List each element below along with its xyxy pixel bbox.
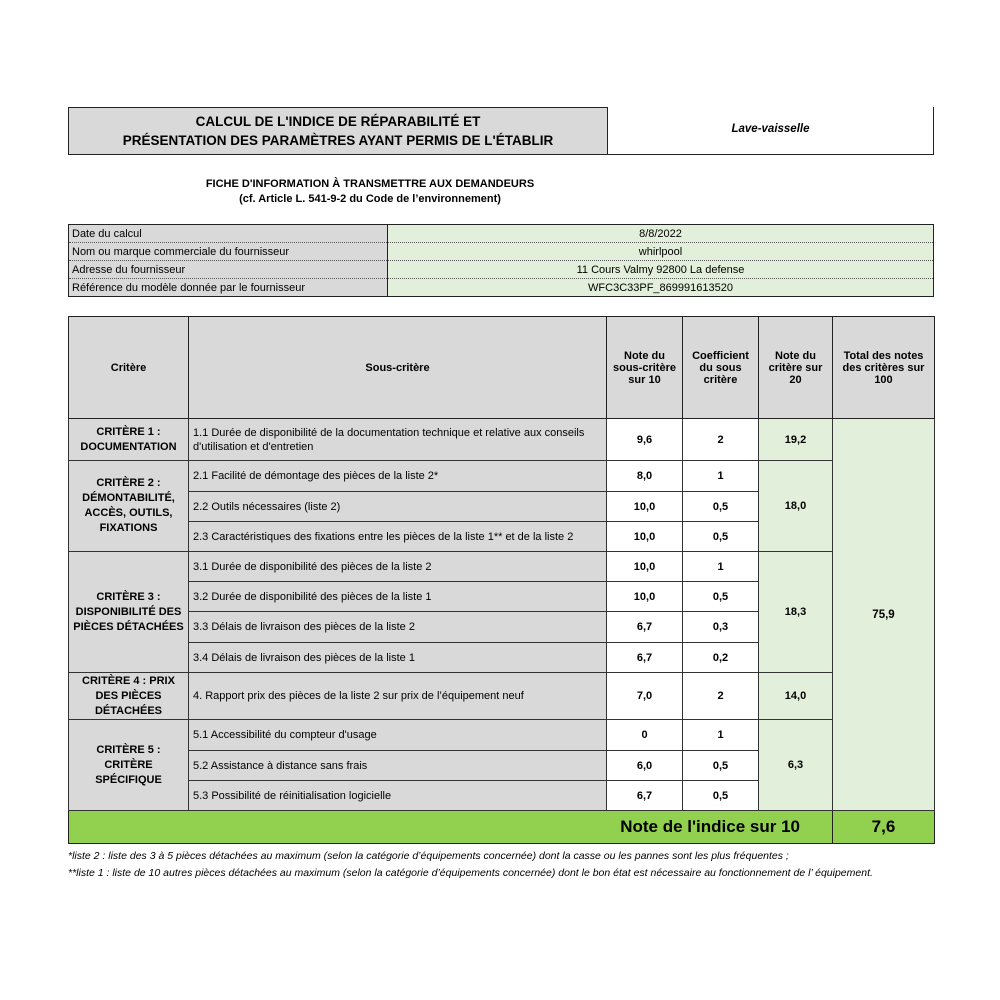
info-value: whirlpool [388,243,934,261]
sub-coef: 0,5 [683,582,759,612]
sub-note: 6,0 [607,751,683,781]
col-sous-critere: Sous-critère [189,317,607,419]
col-coefficient: Coefficient du sous critère [683,317,759,419]
sub-coef: 1 [683,720,759,751]
sub-coef: 0,5 [683,492,759,522]
info-row [69,243,934,261]
criterion-score: 6,3 [759,720,833,811]
index-label: Note de l'indice sur 10 [69,811,833,844]
sub-coef: 2 [683,419,759,461]
title-line-1: CALCUL DE L'INDICE DE RÉPARABILITÉ ET [195,114,481,129]
sub-criterion: 4. Rapport prix des pièces de la liste 2 sur prix de l’équipement neuf [189,673,607,720]
info-row [69,225,934,243]
index-row [69,811,935,844]
criterion-name: CRITÈRE 2 : DÉMONTABILITÉ, ACCÈS, OUTILS, FIXATIONS [69,461,189,552]
header-block [68,107,934,155]
info-row [69,261,934,279]
total-score: 75,9 [833,419,935,811]
sub-note: 10,0 [607,582,683,612]
sub-coef: 0,5 [683,781,759,811]
sub-criterion: 5.3 Possibilité de réinitialisation logicielle [189,781,607,811]
criterion-score: 18,3 [759,552,833,673]
criterion-name: CRITÈRE 1 : DOCUMENTATION [69,419,189,461]
sub-coef: 0,5 [683,522,759,552]
header-row [69,317,935,419]
sub-coef: 2 [683,673,759,720]
col-critere: Critère [69,317,189,419]
table-row [69,720,935,751]
sub-criterion: 3.1 Durée de disponibilité des pièces de la liste 2 [189,552,607,582]
table-row [69,419,935,461]
sub-criterion: 1.1 Durée de disponibilité de la documentation technique et relative aux conseils d'utilisation et d'entretien [189,419,607,461]
col-note-sous-critere: Note du sous-critère sur 10 [607,317,683,419]
sub-note: 6,7 [607,612,683,643]
sub-note: 8,0 [607,461,683,492]
sub-criterion: 3.4 Délais de livraison des pièces de la liste 1 [189,643,607,673]
repairability-table [68,316,935,844]
table-row [69,461,935,492]
product-type: Lave-vaisselle [608,104,933,154]
info-label: Date du calcul [69,225,388,243]
sub-criterion: 3.2 Durée de disponibilité des pièces de la liste 1 [189,582,607,612]
info-label: Adresse du fournisseur [69,261,388,279]
sub-note: 6,7 [607,643,683,673]
criterion-score: 18,0 [759,461,833,552]
sub-criterion: 5.1 Accessibilité du compteur d'usage [189,720,607,751]
table-row [69,673,935,720]
col-total: Total des notes des critères sur 100 [833,317,935,419]
supplier-info-table [68,224,934,297]
info-label: Nom ou marque commerciale du fournisseur [69,243,388,261]
sub-note: 10,0 [607,492,683,522]
criterion-score: 19,2 [759,419,833,461]
criterion-name: CRITÈRE 5 : CRITÈRE SPÉCIFIQUE [69,720,189,811]
sub-note: 10,0 [607,552,683,582]
sub-note: 10,0 [607,522,683,552]
info-row [69,279,934,297]
criterion-name: CRITÈRE 4 : PRIX DES PIÈCES DÉTACHÉES [69,673,189,720]
sub-coef: 0,3 [683,612,759,643]
sub-coef: 0,5 [683,751,759,781]
footnote-liste-1: **liste 1 : liste de 10 autres pièces détachées au maximum (selon la catégorie d’équipements concernée) dont le bon état est nécessaire au fonctionnement de l’ équipement. [68,867,873,879]
criterion-score: 14,0 [759,673,833,720]
sub-criterion: 2.1 Facilité de démontage des pièces de la liste 2* [189,461,607,492]
sub-criterion: 5.2 Assistance à distance sans frais [189,751,607,781]
sub-coef: 0,2 [683,643,759,673]
sub-note: 0 [607,720,683,751]
sub-coef: 1 [683,552,759,582]
sub-note: 7,0 [607,673,683,720]
sub-coef: 1 [683,461,759,492]
col-note-critere: Note du critère sur 20 [759,317,833,419]
info-label: Référence du modèle donnée par le fournisseur [69,279,388,297]
index-value: 7,6 [833,811,935,844]
sub-note: 9,6 [607,419,683,461]
fiche-heading [140,177,600,207]
fiche-line-1: FICHE D'INFORMATION À TRANSMETTRE AUX DEMANDEURS [205,178,535,190]
sub-criterion: 2.3 Caractéristiques des fixations entre les pièces de la liste 1** et de la liste 2 [189,522,607,552]
footnote-liste-2: *liste 2 : liste des 3 à 5 pièces détachées au maximum (selon la catégorie d’équipements concernée) dont la casse ou les pannes sont les plus fréquentes ; [68,850,789,862]
info-value: 11 Cours Valmy 92800 La defense [388,261,934,279]
fiche-line-2: (cf. Article L. 541-9-2 du Code de l’environnement) [239,193,501,205]
document-title [69,108,608,154]
info-value: WFC3C33PF_869991613520 [388,279,934,297]
footnotes [68,848,934,882]
title-line-2: PRÉSENTATION DES PARAMÈTRES AYANT PERMIS DE L'ÉTABLIR [122,133,554,148]
criterion-name: CRITÈRE 3 : DISPONIBILITÉ DES PIÈCES DÉTACHÉES [69,552,189,673]
sub-note: 6,7 [607,781,683,811]
table-row [69,552,935,582]
sub-criterion: 2.2 Outils nécessaires (liste 2) [189,492,607,522]
sub-criterion: 3.3 Délais de livraison des pièces de la liste 2 [189,612,607,643]
info-value: 8/8/2022 [388,225,934,243]
